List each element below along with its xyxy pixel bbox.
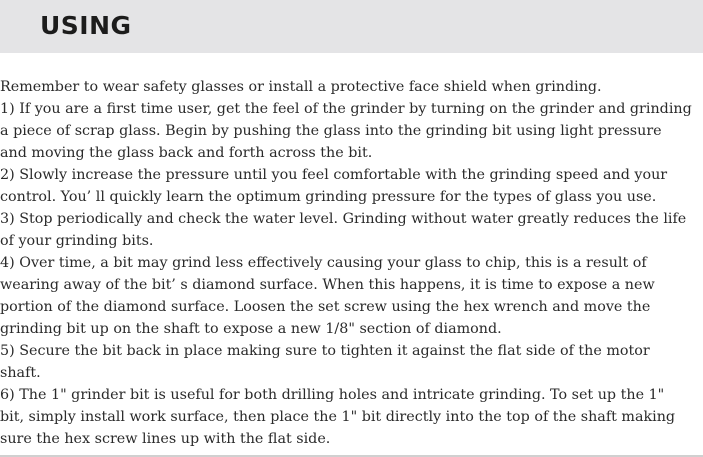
step-4-line: portion of the diamond surface. Loosen the set screw using the hex wrench and move the [0,299,651,315]
step-1-line: 1) If you are a first time user, get the feel of the grinder by turning on the grinder and grinding [0,101,692,117]
section-header [0,0,703,53]
section-title: USING [40,11,132,40]
step-6-line: bit, simply install work surface, then place the 1" bit directly into the top of the shaft making [0,409,676,425]
intro-line: Remember to wear safety glasses or install a protective face shield when grinding. [0,79,602,95]
step-3-line: of your grinding bits. [0,233,154,249]
step-1-line: and moving the glass back and forth across the bit. [0,145,373,161]
step-4-line: grinding bit up on the shaft to expose a new 1/8" section of diamond. [0,321,502,337]
step-5-line: 5) Secure the bit back in place making sure to tighten it against the flat side of the motor [0,343,650,359]
step-1-line: a piece of scrap glass. Begin by pushing the glass into the grinding bit using light pressure [0,123,662,139]
step-6-line: sure the hex screw lines up with the flat side. [0,431,331,447]
step-2-line: control. You’ ll quickly learn the optimum grinding pressure for the types of glass you use. [0,189,657,205]
step-2-line: 2) Slowly increase the pressure until you feel comfortable with the grinding speed and your [0,167,668,183]
step-5-line: shaft. [0,365,41,381]
step-4-line: 4) Over time, a bit may grind less effectively causing your glass to chip, this is a result of [0,255,647,271]
step-3-line: 3) Stop periodically and check the water level. Grinding without water greatly reduces the life [0,211,687,227]
step-6-line: 6) The 1" grinder bit is useful for both drilling holes and intricate grinding. To set up the 1" [0,387,665,403]
instructions-body [0,76,703,450]
step-4-line: wearing away of the bit’ s diamond surface. When this happens, it is time to expose a new [0,277,655,293]
